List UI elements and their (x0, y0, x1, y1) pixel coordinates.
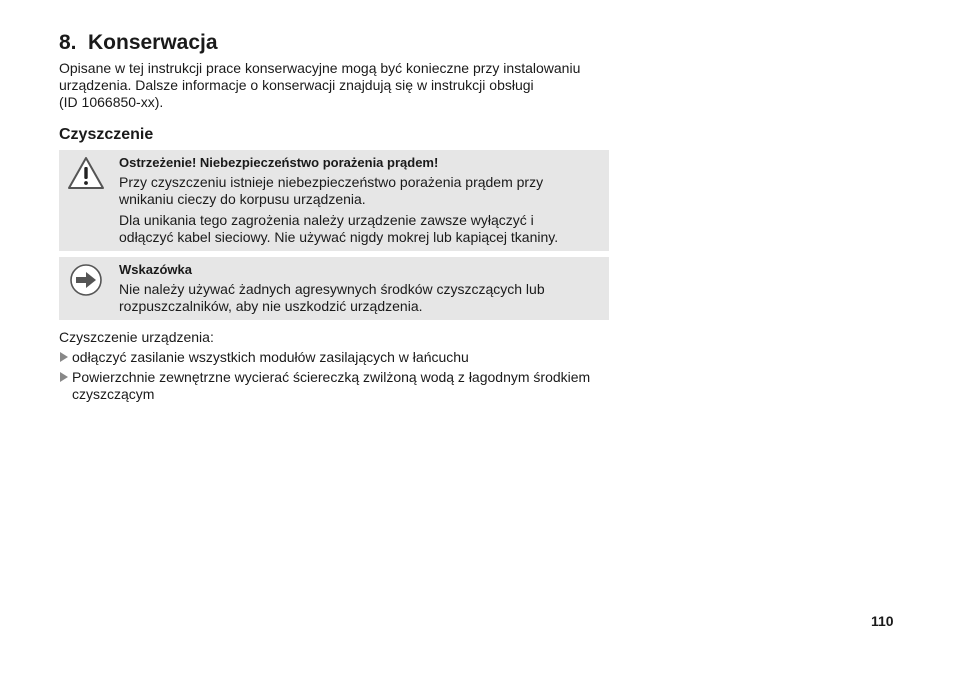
warning-box (59, 150, 609, 251)
warning-paragraph (119, 174, 599, 208)
warning-line: Przy czyszczeniu istnieje niebezpieczeństwo porażenia prądem przy (119, 174, 544, 190)
warning-line: Dla unikania tego zagrożenia należy urządzenie zawsze wyłączyć i (119, 212, 534, 228)
steps-list (59, 349, 611, 403)
intro-line: Opisane w tej instrukcji prace konserwacyjne mogą być konieczne przy instalowaniu (59, 60, 581, 76)
hint-title: Wskazówka (119, 262, 192, 277)
warning-line: wnikaniu cieczy do korpusu urządzenia. (119, 191, 366, 207)
intro-paragraph (59, 60, 611, 111)
list-item (59, 349, 611, 366)
warning-triangle-icon (67, 156, 105, 190)
warning-title: Ostrzeżenie! Niebezpieczeństwo porażenia prądem! (119, 155, 439, 170)
step-line: czyszczącym (72, 386, 155, 402)
intro-line: (ID 1066850-xx). (59, 94, 164, 110)
steps-heading: Czyszczenie urządzenia: (59, 329, 214, 345)
step-line: Powierzchnie zewnętrzne wycierać ściereczką zwilżoną wodą z łagodnym środkiem (72, 369, 591, 385)
triangle-bullet-icon (60, 352, 68, 362)
page-number: 110 (871, 613, 894, 629)
step-line: odłączyć zasilanie wszystkich modułów zasilających w łańcuchu (72, 349, 469, 365)
hint-box (59, 257, 609, 320)
manual-page (59, 30, 611, 406)
warning-line: odłączyć kabel sieciowy. Nie używać nigdy mokrej lub kapiącej tkaniny. (119, 229, 559, 245)
hint-line: rozpuszczalników, aby nie uszkodzić urządzenia. (119, 298, 423, 314)
list-item (59, 369, 611, 403)
hint-paragraph (119, 281, 599, 315)
section-title: Konserwacja (88, 31, 218, 54)
triangle-bullet-icon (60, 372, 68, 382)
section-number: 8. (59, 31, 77, 54)
subsection-heading: Czyszczenie (59, 126, 154, 143)
intro-line: urządzenia. Dalsze informacje o konserwacji znajdują się w instrukcji obsługi (59, 77, 534, 93)
warning-paragraph (119, 212, 599, 246)
hint-line: Nie należy używać żadnych agresywnych środków czyszczących lub (119, 281, 545, 297)
arrow-right-circle-icon (67, 263, 105, 297)
section-heading (59, 30, 611, 56)
